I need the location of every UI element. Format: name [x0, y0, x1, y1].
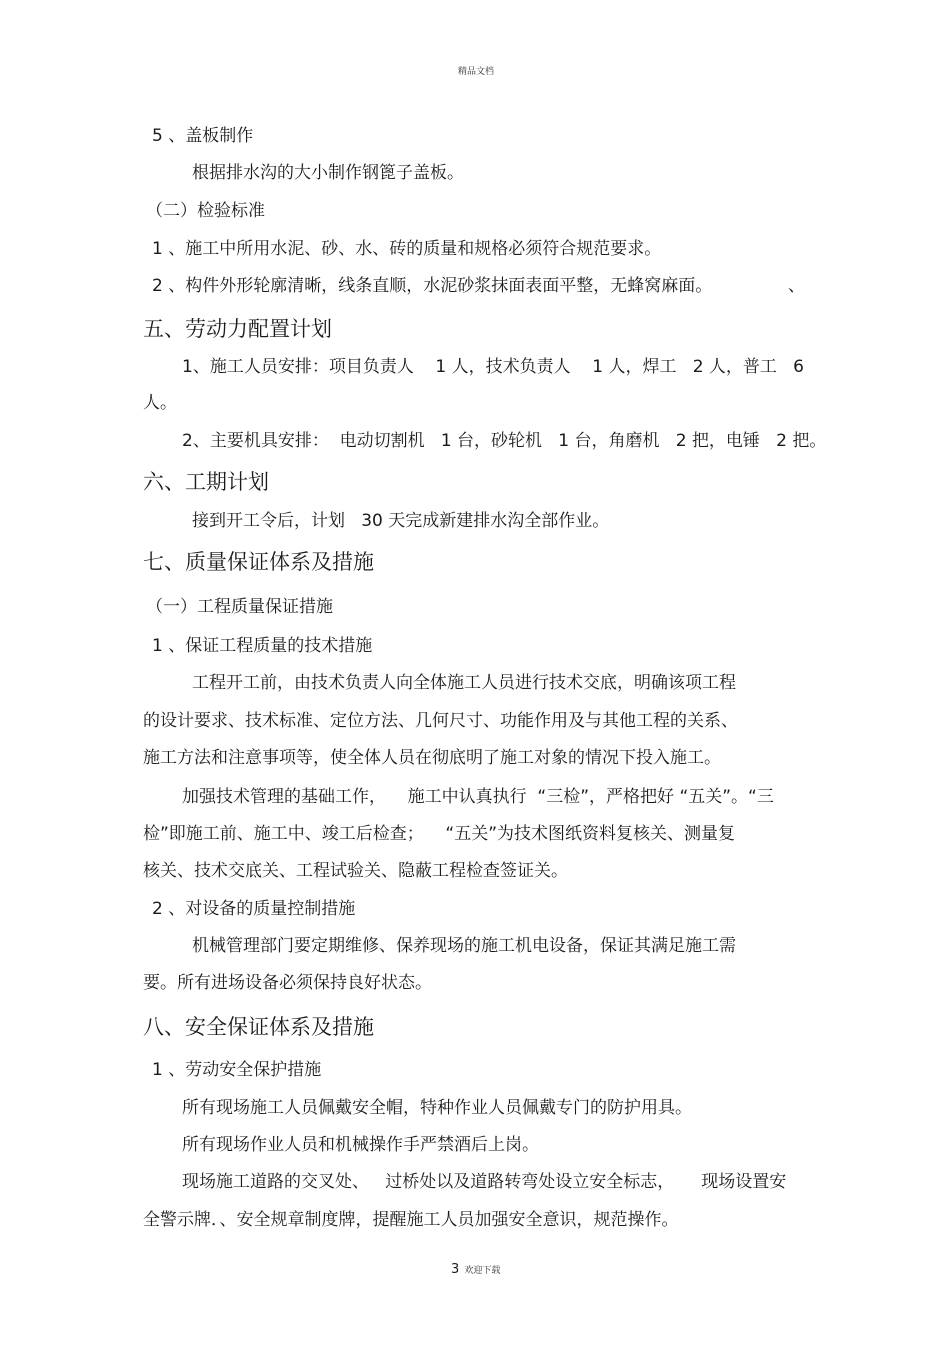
page-footer — [451, 1258, 500, 1277]
text-line: 人。 — [143, 393, 177, 413]
text-line: 1、施工人员安排：项目负责人 1 人，技术负责人 1 人，焊工 2 人，普工 6 — [182, 357, 804, 377]
text-line: 核关、技术交底关、工程试验关、隐蔽工程检查签证关。 — [143, 861, 568, 881]
text-line: 1 、劳动安全保护措施 — [152, 1060, 322, 1080]
text-line: 全警示牌．、安全规章制度牌，提醒施工人员加强安全意识，规范操作。 — [143, 1210, 679, 1230]
text-line: 、 — [788, 276, 805, 296]
section-heading: 六、工期计划 — [143, 470, 269, 494]
text-line: 所有现场作业人员和机械操作手严禁酒后上岗。 — [182, 1135, 539, 1155]
text-line: 检”即施工前、施工中、竣工后检查； “五关”为技术图纸资料复核关、测量复 — [143, 824, 736, 844]
text-line: 工程开工前，由技术负责人向全体施工人员进行技术交底，明确该项工程 — [192, 673, 736, 693]
text-line: （二）检验标准 — [146, 201, 265, 221]
text-line: 加强技术管理的基础工作， 施工中认真执行 “三检”，严格把好 “五关”。“三 — [182, 787, 774, 807]
section-heading: 八、安全保证体系及措施 — [143, 1015, 374, 1039]
text-line: 机械管理部门要定期维修、保养现场的施工机电设备，保证其满足施工需 — [192, 936, 736, 956]
text-line: 2 、对设备的质量控制措施 — [152, 899, 356, 919]
text-line: 施工方法和注意事项等，使全体人员在彻底明了施工对象的情况下投入施工。 — [143, 748, 721, 768]
section-heading: 五、劳动力配置计划 — [143, 317, 332, 341]
text-line: 要。所有进场设备必须保持良好状态。 — [143, 973, 432, 993]
text-line: 接到开工令后，计划 30 天完成新建排水沟全部作业。 — [192, 511, 610, 531]
section-heading: 七、质量保证体系及措施 — [143, 550, 374, 574]
text-line: 2 、构件外形轮廓清晰，线条直顺，水泥砂浆抹面表面平整，无蜂窝麻面。 — [152, 276, 713, 296]
text-line: 现场施工道路的交叉处、 过桥处以及道路转弯处设立安全标志， 现场设置安 — [182, 1172, 787, 1192]
page-number: 3 — [451, 1262, 460, 1277]
text-line: 2、主要机具安排： 电动切割机 1 台，砂轮机 1 台，角磨机 2 把，电锤 2 把。 — [182, 431, 827, 451]
text-line: 所有现场施工人员佩戴安全帽，特种作业人员佩戴专门的防护用具。 — [182, 1098, 692, 1118]
text-line: 1 、施工中所用水泥、砂、水、砖的质量和规格必须符合规范要求。 — [152, 239, 662, 259]
text-line: （一）工程质量保证措施 — [146, 597, 333, 617]
text-line: 1 、保证工程质量的技术措施 — [152, 636, 373, 656]
text-line: 的设计要求、技术标准、定位方法、几何尺寸、功能作用及与其他工程的关系、 — [143, 711, 738, 731]
page-header: 精品文档 — [458, 67, 495, 77]
footer-text: 欢迎下载 — [464, 1266, 501, 1276]
text-line: 5 、盖板制作 — [152, 126, 254, 146]
text-line: 根据排水沟的大小制作钢篦子盖板。 — [192, 163, 464, 183]
